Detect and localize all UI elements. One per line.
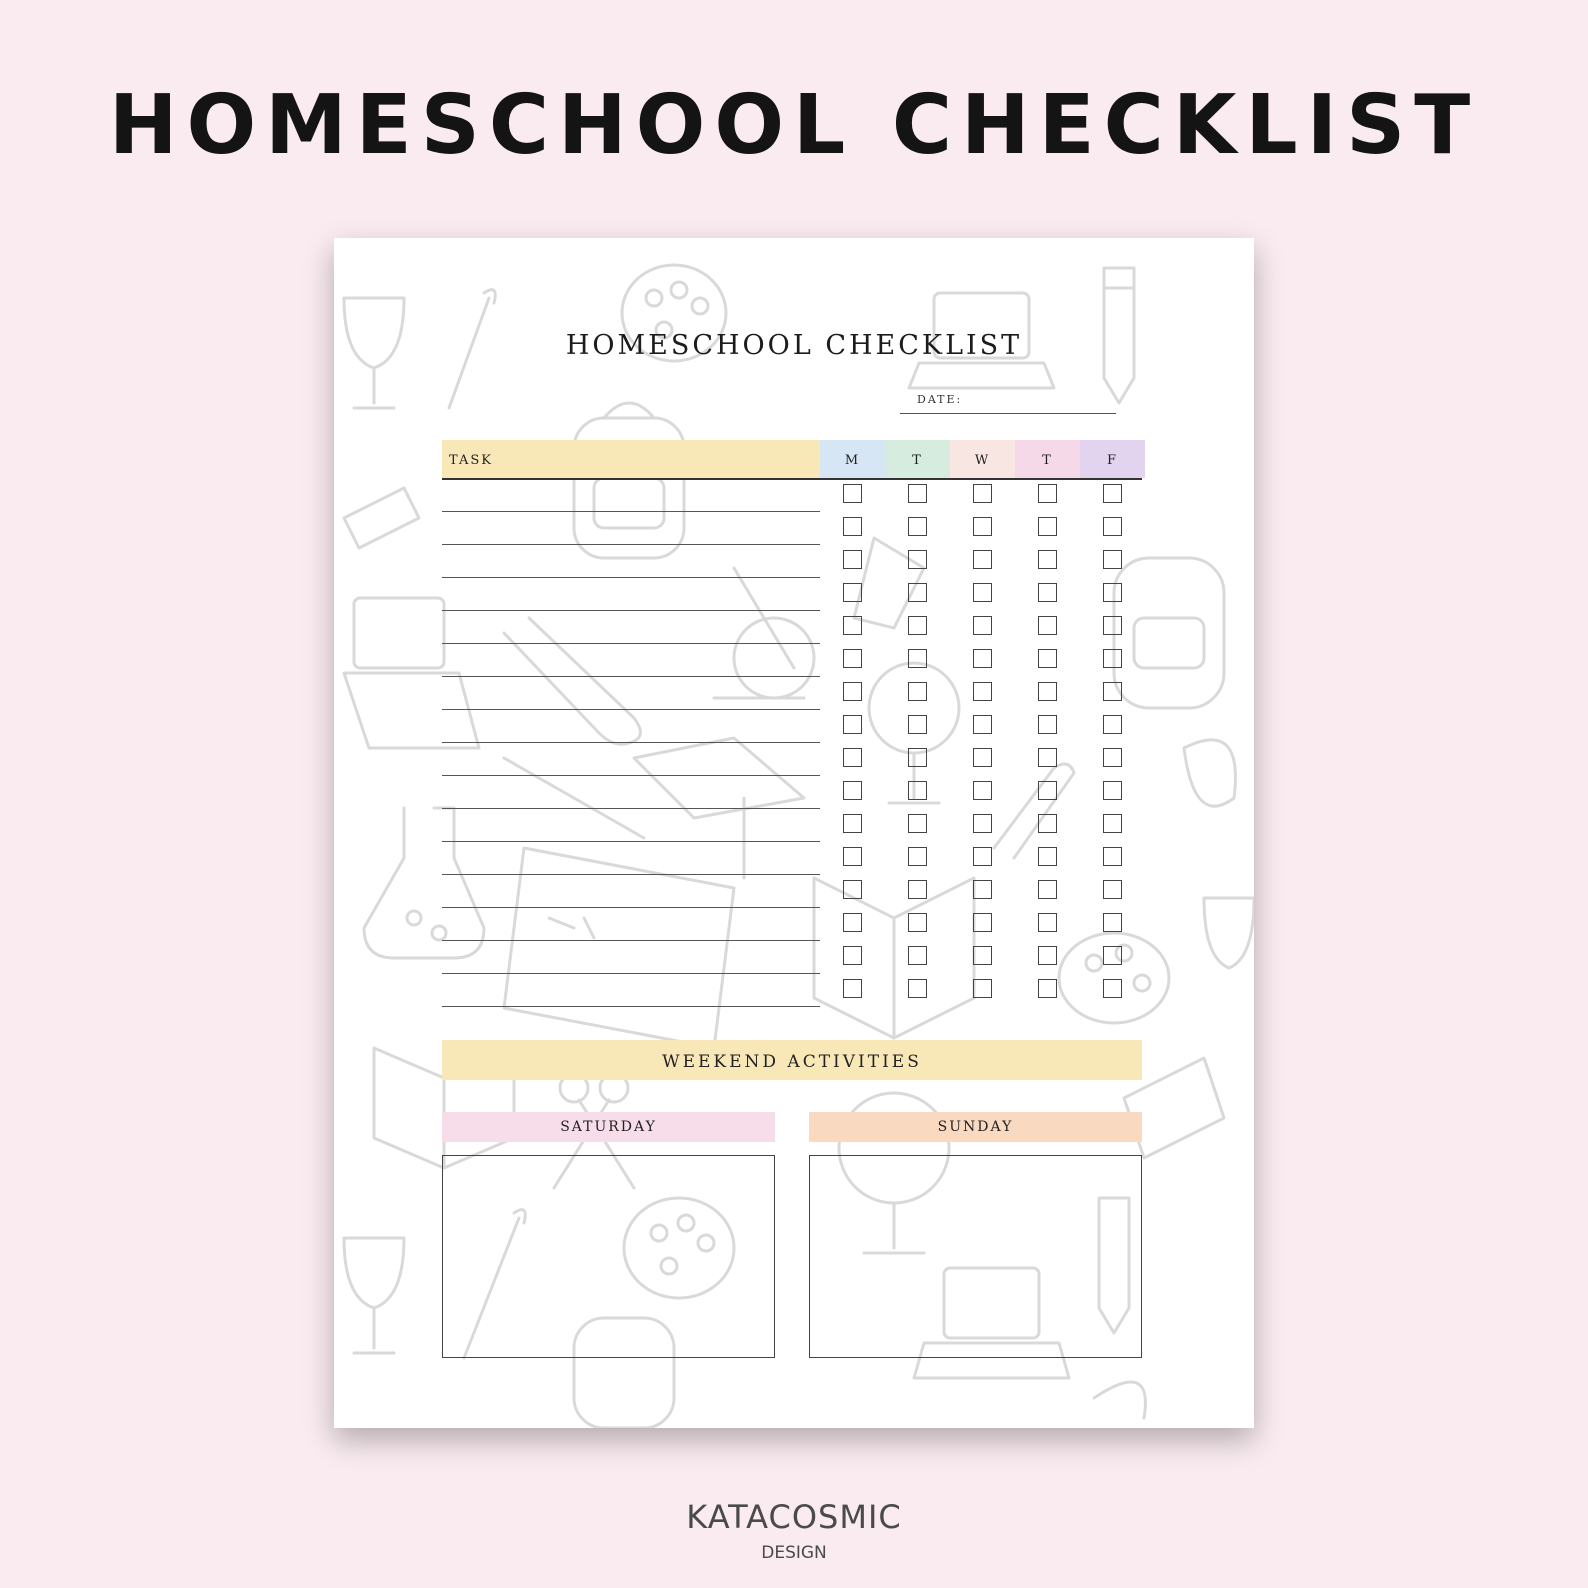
day-checkbox[interactable] (843, 550, 862, 569)
day-header-thursday (1015, 440, 1080, 478)
day-checkbox[interactable] (843, 715, 862, 734)
day-checkbox[interactable] (908, 880, 927, 899)
ruler-icon (344, 488, 419, 548)
sunday-notes-box[interactable] (809, 1155, 1142, 1358)
day-checkbox[interactable] (908, 715, 927, 734)
day-checkbox[interactable] (843, 583, 862, 602)
day-checkbox[interactable] (908, 748, 927, 767)
day-checkbox[interactable] (1038, 649, 1057, 668)
header-rule (442, 478, 1142, 480)
day-checkbox[interactable] (843, 781, 862, 800)
day-checkbox[interactable] (908, 583, 927, 602)
day-checkbox[interactable] (1038, 946, 1057, 965)
day-checkbox[interactable] (908, 847, 927, 866)
day-checkbox[interactable] (908, 484, 927, 503)
day-checkbox[interactable] (1038, 814, 1057, 833)
checklist-sheet (334, 238, 1254, 1428)
day-checkbox[interactable] (973, 748, 992, 767)
day-checkbox[interactable] (843, 979, 862, 998)
task-line[interactable] (442, 841, 820, 842)
day-checkbox[interactable] (1038, 979, 1057, 998)
day-checkbox[interactable] (1038, 550, 1057, 569)
day-checkbox[interactable] (1103, 946, 1122, 965)
leaf-icon (1094, 1382, 1145, 1418)
brand-name: KATACOSMIC (686, 1498, 902, 1536)
weekend-activities-bar (442, 1040, 1142, 1080)
day-header-wednesday (950, 440, 1015, 478)
task-line[interactable] (442, 973, 820, 974)
day-checkbox[interactable] (843, 814, 862, 833)
task-line[interactable] (442, 676, 820, 677)
day-checkbox[interactable] (843, 484, 862, 503)
task-line[interactable] (442, 544, 820, 545)
weekend-activities-title: WEEKEND ACTIVITIES (662, 1052, 922, 1072)
day-header-label: T (912, 453, 923, 468)
test-tube-icon (504, 618, 640, 744)
flask-icon (364, 808, 484, 958)
sunday-header (809, 1112, 1142, 1142)
day-checkbox[interactable] (1103, 583, 1122, 602)
day-checkbox[interactable] (1103, 781, 1122, 800)
open-book-icon (814, 878, 974, 1038)
day-checkbox[interactable] (1103, 847, 1122, 866)
task-line[interactable] (442, 610, 820, 611)
backpack-icon (574, 403, 684, 558)
day-checkbox[interactable] (1038, 880, 1057, 899)
brand-subtitle: DESIGN (761, 1543, 827, 1563)
day-header-monday (820, 440, 885, 478)
task-line[interactable] (442, 940, 820, 941)
task-line[interactable] (442, 907, 820, 908)
day-checkbox[interactable] (843, 847, 862, 866)
laptop-icon (344, 598, 479, 748)
day-header-label: W (974, 453, 991, 468)
chalkboard-icon (504, 848, 734, 1048)
pen-icon (504, 758, 644, 838)
day-checkbox[interactable] (908, 550, 927, 569)
day-checkbox[interactable] (908, 781, 927, 800)
task-line[interactable] (442, 874, 820, 875)
day-checkbox[interactable] (843, 880, 862, 899)
day-checkbox[interactable] (1103, 979, 1122, 998)
day-checkbox[interactable] (973, 880, 992, 899)
task-header-label: TASK (449, 453, 493, 468)
day-checkbox[interactable] (843, 616, 862, 635)
sunday-label: SUNDAY (937, 1119, 1014, 1135)
sheet-title: HOMESCHOOL CHECKLIST (565, 330, 1023, 361)
date-label: DATE: (917, 393, 963, 406)
task-line[interactable] (442, 808, 820, 809)
day-checkbox[interactable] (908, 946, 927, 965)
day-checkbox[interactable] (843, 946, 862, 965)
day-checkbox[interactable] (1038, 781, 1057, 800)
day-header-friday (1080, 440, 1145, 478)
day-checkbox[interactable] (843, 649, 862, 668)
day-checkbox[interactable] (1038, 517, 1057, 536)
day-checkbox[interactable] (1103, 649, 1122, 668)
day-checkbox[interactable] (1103, 484, 1122, 503)
day-checkbox[interactable] (908, 814, 927, 833)
banner-title: HOMESCHOOL CHECKLIST (108, 78, 1480, 173)
saturday-header (442, 1112, 775, 1142)
task-line[interactable] (442, 577, 820, 578)
day-checkbox[interactable] (973, 649, 992, 668)
task-line[interactable] (442, 511, 820, 512)
task-line[interactable] (442, 709, 820, 710)
day-header-label: F (1106, 453, 1119, 468)
day-checkbox[interactable] (1038, 484, 1057, 503)
day-checkbox[interactable] (973, 682, 992, 701)
day-header-tuesday (885, 440, 950, 478)
day-checkbox[interactable] (973, 484, 992, 503)
day-checkbox[interactable] (973, 616, 992, 635)
day-checkbox[interactable] (1103, 550, 1122, 569)
trophy-icon (344, 1238, 404, 1353)
backpack-icon (1114, 558, 1224, 708)
day-checkbox[interactable] (1103, 616, 1122, 635)
task-line[interactable] (442, 775, 820, 776)
day-checkbox[interactable] (973, 847, 992, 866)
day-checkbox[interactable] (908, 517, 927, 536)
day-checkbox[interactable] (908, 682, 927, 701)
day-checkbox[interactable] (1038, 913, 1057, 932)
day-checkbox[interactable] (843, 913, 862, 932)
day-checkbox[interactable] (1038, 748, 1057, 767)
day-checkbox[interactable] (1103, 913, 1122, 932)
day-checkbox[interactable] (843, 682, 862, 701)
day-checkbox[interactable] (908, 913, 927, 932)
day-checkbox[interactable] (1038, 616, 1057, 635)
day-checkbox[interactable] (1038, 847, 1057, 866)
day-checkbox[interactable] (973, 517, 992, 536)
leaf-icon (1184, 740, 1235, 806)
saturday-label: SATURDAY (560, 1119, 657, 1135)
task-header (442, 440, 820, 478)
day-checkbox[interactable] (843, 517, 862, 536)
day-checkbox[interactable] (1103, 715, 1122, 734)
microscope-icon (714, 568, 814, 698)
day-checkbox[interactable] (908, 616, 927, 635)
day-checkbox[interactable] (843, 748, 862, 767)
day-header-label: M (844, 453, 861, 468)
day-checkbox[interactable] (973, 781, 992, 800)
day-checkbox[interactable] (973, 979, 992, 998)
test-tube-icon (994, 764, 1074, 858)
day-header-label: T (1042, 453, 1053, 468)
day-checkbox[interactable] (1038, 583, 1057, 602)
day-checkbox[interactable] (908, 649, 927, 668)
trophy-icon (1204, 898, 1254, 968)
day-checkbox[interactable] (1038, 715, 1057, 734)
day-checkbox[interactable] (1103, 682, 1122, 701)
task-line[interactable] (442, 742, 820, 743)
day-checkbox[interactable] (973, 550, 992, 569)
day-checkbox[interactable] (973, 913, 992, 932)
day-checkbox[interactable] (908, 979, 927, 998)
day-checkbox[interactable] (1103, 517, 1122, 536)
day-checkbox[interactable] (973, 814, 992, 833)
day-checkbox[interactable] (973, 715, 992, 734)
day-checkbox[interactable] (1103, 748, 1122, 767)
saturday-notes-box[interactable] (442, 1155, 775, 1358)
task-line[interactable] (442, 643, 820, 644)
day-checkbox[interactable] (1038, 682, 1057, 701)
day-checkbox[interactable] (973, 946, 992, 965)
day-checkbox[interactable] (1103, 814, 1122, 833)
day-checkbox[interactable] (1103, 880, 1122, 899)
day-checkbox[interactable] (973, 583, 992, 602)
date-field-line[interactable] (900, 413, 1116, 414)
task-line[interactable] (442, 1006, 820, 1007)
